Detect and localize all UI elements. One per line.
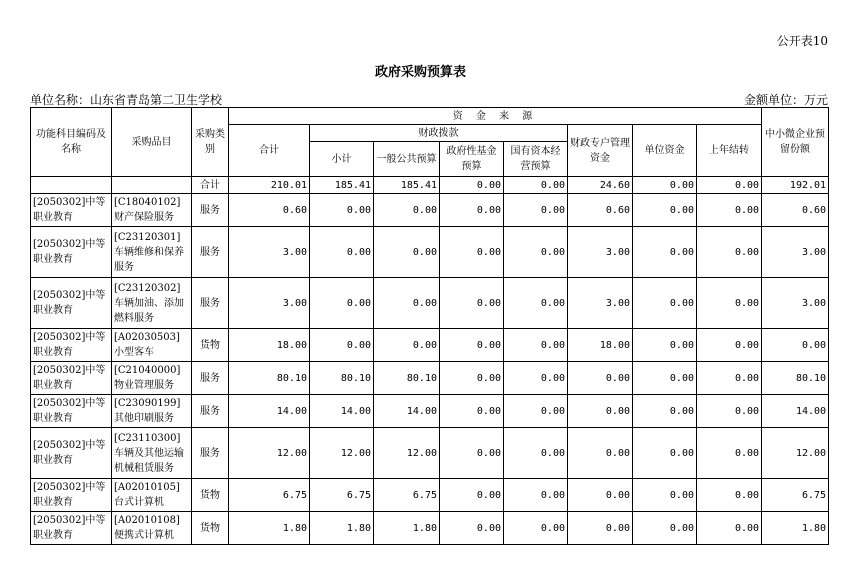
category-cell: 服务 [192,395,229,428]
item-cell: [C21040000]物业管理服务 [112,362,192,395]
table-row [31,362,829,395]
func-code-cell: [2050302]中等职业教育 [31,227,112,278]
amount-cell: 0.00 [440,395,504,428]
category-cell: 服务 [192,362,229,395]
item-cell: [C23090199]其他印刷服务 [112,395,192,428]
func-code-cell: [2050302]中等职业教育 [31,362,112,395]
amount-cell: 80.10 [229,362,310,395]
amount-cell: 0.60 [762,194,829,227]
category-cell: 服务 [192,227,229,278]
header-func-code: 功能科目编码及名称 [31,108,112,177]
form-number: 公开表10 [776,34,828,48]
amount-cell: 0.60 [568,194,633,227]
amount-cell: 0.60 [229,194,310,227]
header-unit-fund: 单位资金 [633,125,697,177]
total-cell: 0.00 [504,177,568,194]
category-cell: 货物 [192,479,229,512]
amount-cell: 6.75 [310,479,374,512]
amount-cell: 0.00 [504,428,568,479]
total-cell: 0.00 [633,177,697,194]
table-row [31,278,829,329]
item-cell: [C18040102]财产保险服务 [112,194,192,227]
amount-cell: 0.00 [374,227,440,278]
amount-cell: 12.00 [374,428,440,479]
item-cell: [A02010108]便携式计算机 [112,512,192,545]
amount-cell: 0.00 [440,479,504,512]
amount-cell: 12.00 [310,428,374,479]
total-cell: 0.00 [697,177,762,194]
total-label: 合计 [192,177,229,194]
amount-cell: 0.00 [633,227,697,278]
amount-unit: 金额单位：万元 [743,93,828,107]
amount-cell: 1.80 [229,512,310,545]
amount-cell: 3.00 [762,278,829,329]
amount-cell: 18.00 [568,329,633,362]
total-cell: 24.60 [568,177,633,194]
item-cell: [C23110300]车辆及其他运输机械租赁服务 [112,428,192,479]
amount-cell: 0.00 [504,395,568,428]
total-cell: 210.01 [229,177,310,194]
category-cell: 服务 [192,194,229,227]
header-sme: 中小微企业预留份额 [762,108,829,177]
amount-cell: 6.75 [762,479,829,512]
category-cell: 服务 [192,278,229,329]
table-row [31,512,829,545]
amount-cell: 0.00 [504,227,568,278]
amount-cell: 14.00 [310,395,374,428]
amount-cell: 0.00 [633,395,697,428]
item-cell: [C23120302]车辆加油、添加燃料服务 [112,278,192,329]
amount-cell: 0.00 [310,194,374,227]
amount-cell: 6.75 [229,479,310,512]
amount-cell: 0.00 [440,278,504,329]
item-cell: [A02010105]台式计算机 [112,479,192,512]
total-cell: 185.41 [374,177,440,194]
func-code-cell: [2050302]中等职业教育 [31,479,112,512]
amount-cell: 0.00 [633,362,697,395]
header-subtotal: 小计 [310,142,374,177]
amount-cell: 0.00 [374,278,440,329]
header-fiscal: 财政拨款 [310,125,568,142]
amount-cell: 6.75 [374,479,440,512]
amount-cell: 14.00 [762,395,829,428]
amount-cell: 1.80 [762,512,829,545]
amount-cell: 0.00 [310,329,374,362]
table-body [31,177,829,545]
func-code-cell: [2050302]中等职业教育 [31,395,112,428]
amount-cell: 0.00 [633,428,697,479]
table-row [31,227,829,278]
amount-cell: 80.10 [374,362,440,395]
amount-cell: 0.00 [310,227,374,278]
amount-cell: 0.00 [697,362,762,395]
table-row [31,194,829,227]
table-row [31,479,829,512]
amount-cell: 0.00 [697,395,762,428]
amount-cell: 0.00 [762,329,829,362]
amount-cell: 14.00 [374,395,440,428]
header-category: 采购类别 [192,108,229,177]
header-carryover: 上年结转 [697,125,762,177]
amount-cell: 0.00 [504,479,568,512]
unit-name: 单位名称：山东省青岛第二卫生学校 [30,93,223,107]
amount-cell: 0.00 [568,428,633,479]
amount-cell: 3.00 [229,227,310,278]
amount-cell: 0.00 [568,395,633,428]
amount-cell: 0.00 [440,512,504,545]
amount-cell: 0.00 [440,227,504,278]
category-cell: 货物 [192,329,229,362]
func-code-cell: [2050302]中等职业教育 [31,194,112,227]
amount-cell: 0.00 [697,227,762,278]
amount-cell: 1.80 [374,512,440,545]
amount-cell: 0.00 [633,329,697,362]
amount-cell: 0.00 [633,479,697,512]
table-row [31,329,829,362]
header-fund-source: 资 金 来 源 [229,108,762,125]
func-code-cell: [2050302]中等职业教育 [31,329,112,362]
func-code-cell: [2050302]中等职业教育 [31,428,112,479]
amount-cell: 0.00 [440,362,504,395]
total-cell: 0.00 [440,177,504,194]
amount-cell: 3.00 [568,227,633,278]
amount-cell: 0.00 [504,278,568,329]
amount-cell: 3.00 [229,278,310,329]
table-header [31,108,829,177]
amount-cell: 0.00 [568,362,633,395]
category-cell: 服务 [192,428,229,479]
func-code-cell: [2050302]中等职业教育 [31,512,112,545]
header-total: 合计 [229,125,310,177]
total-cell: 185.41 [310,177,374,194]
amount-cell: 0.00 [697,428,762,479]
amount-cell: 0.00 [697,278,762,329]
table-row [31,428,829,479]
item-cell: [C23120301]车辆维修和保养服务 [112,227,192,278]
amount-cell: 0.00 [697,512,762,545]
amount-cell: 0.00 [568,512,633,545]
header-special-mgmt: 财政专户管理资金 [568,125,633,177]
category-cell: 货物 [192,512,229,545]
amount-cell: 0.00 [633,194,697,227]
page-title: 政府采购预算表 [374,65,466,80]
amount-cell: 0.00 [633,278,697,329]
amount-cell: 0.00 [633,512,697,545]
amount-cell: 0.00 [697,329,762,362]
amount-cell: 0.00 [504,512,568,545]
amount-cell: 80.10 [762,362,829,395]
procurement-budget-table [30,107,829,545]
amount-cell: 0.00 [374,329,440,362]
func-code-cell: [2050302]中等职业教育 [31,278,112,329]
amount-cell: 0.00 [440,329,504,362]
header-gov-fund: 政府性基金预算 [440,142,504,177]
total-row [31,177,829,194]
header-general-budget: 一般公共预算 [374,142,440,177]
amount-cell: 12.00 [762,428,829,479]
amount-cell: 0.00 [504,362,568,395]
amount-cell: 18.00 [229,329,310,362]
amount-cell: 0.00 [440,428,504,479]
amount-cell: 12.00 [229,428,310,479]
amount-cell: 0.00 [440,194,504,227]
amount-cell: 80.10 [310,362,374,395]
amount-cell: 1.80 [310,512,374,545]
table-row [31,395,829,428]
amount-cell: 0.00 [310,278,374,329]
amount-cell: 14.00 [229,395,310,428]
amount-cell: 0.00 [504,329,568,362]
total-cell: 192.01 [762,177,829,194]
item-cell: [A02030503]小型客车 [112,329,192,362]
header-item: 采购品目 [112,108,192,177]
amount-cell: 0.00 [568,479,633,512]
amount-cell: 0.00 [697,479,762,512]
amount-cell: 3.00 [568,278,633,329]
amount-cell: 3.00 [762,227,829,278]
amount-cell: 0.00 [504,194,568,227]
amount-cell: 0.00 [697,194,762,227]
amount-cell: 0.00 [374,194,440,227]
header-state-capital: 国有资本经营预算 [504,142,568,177]
